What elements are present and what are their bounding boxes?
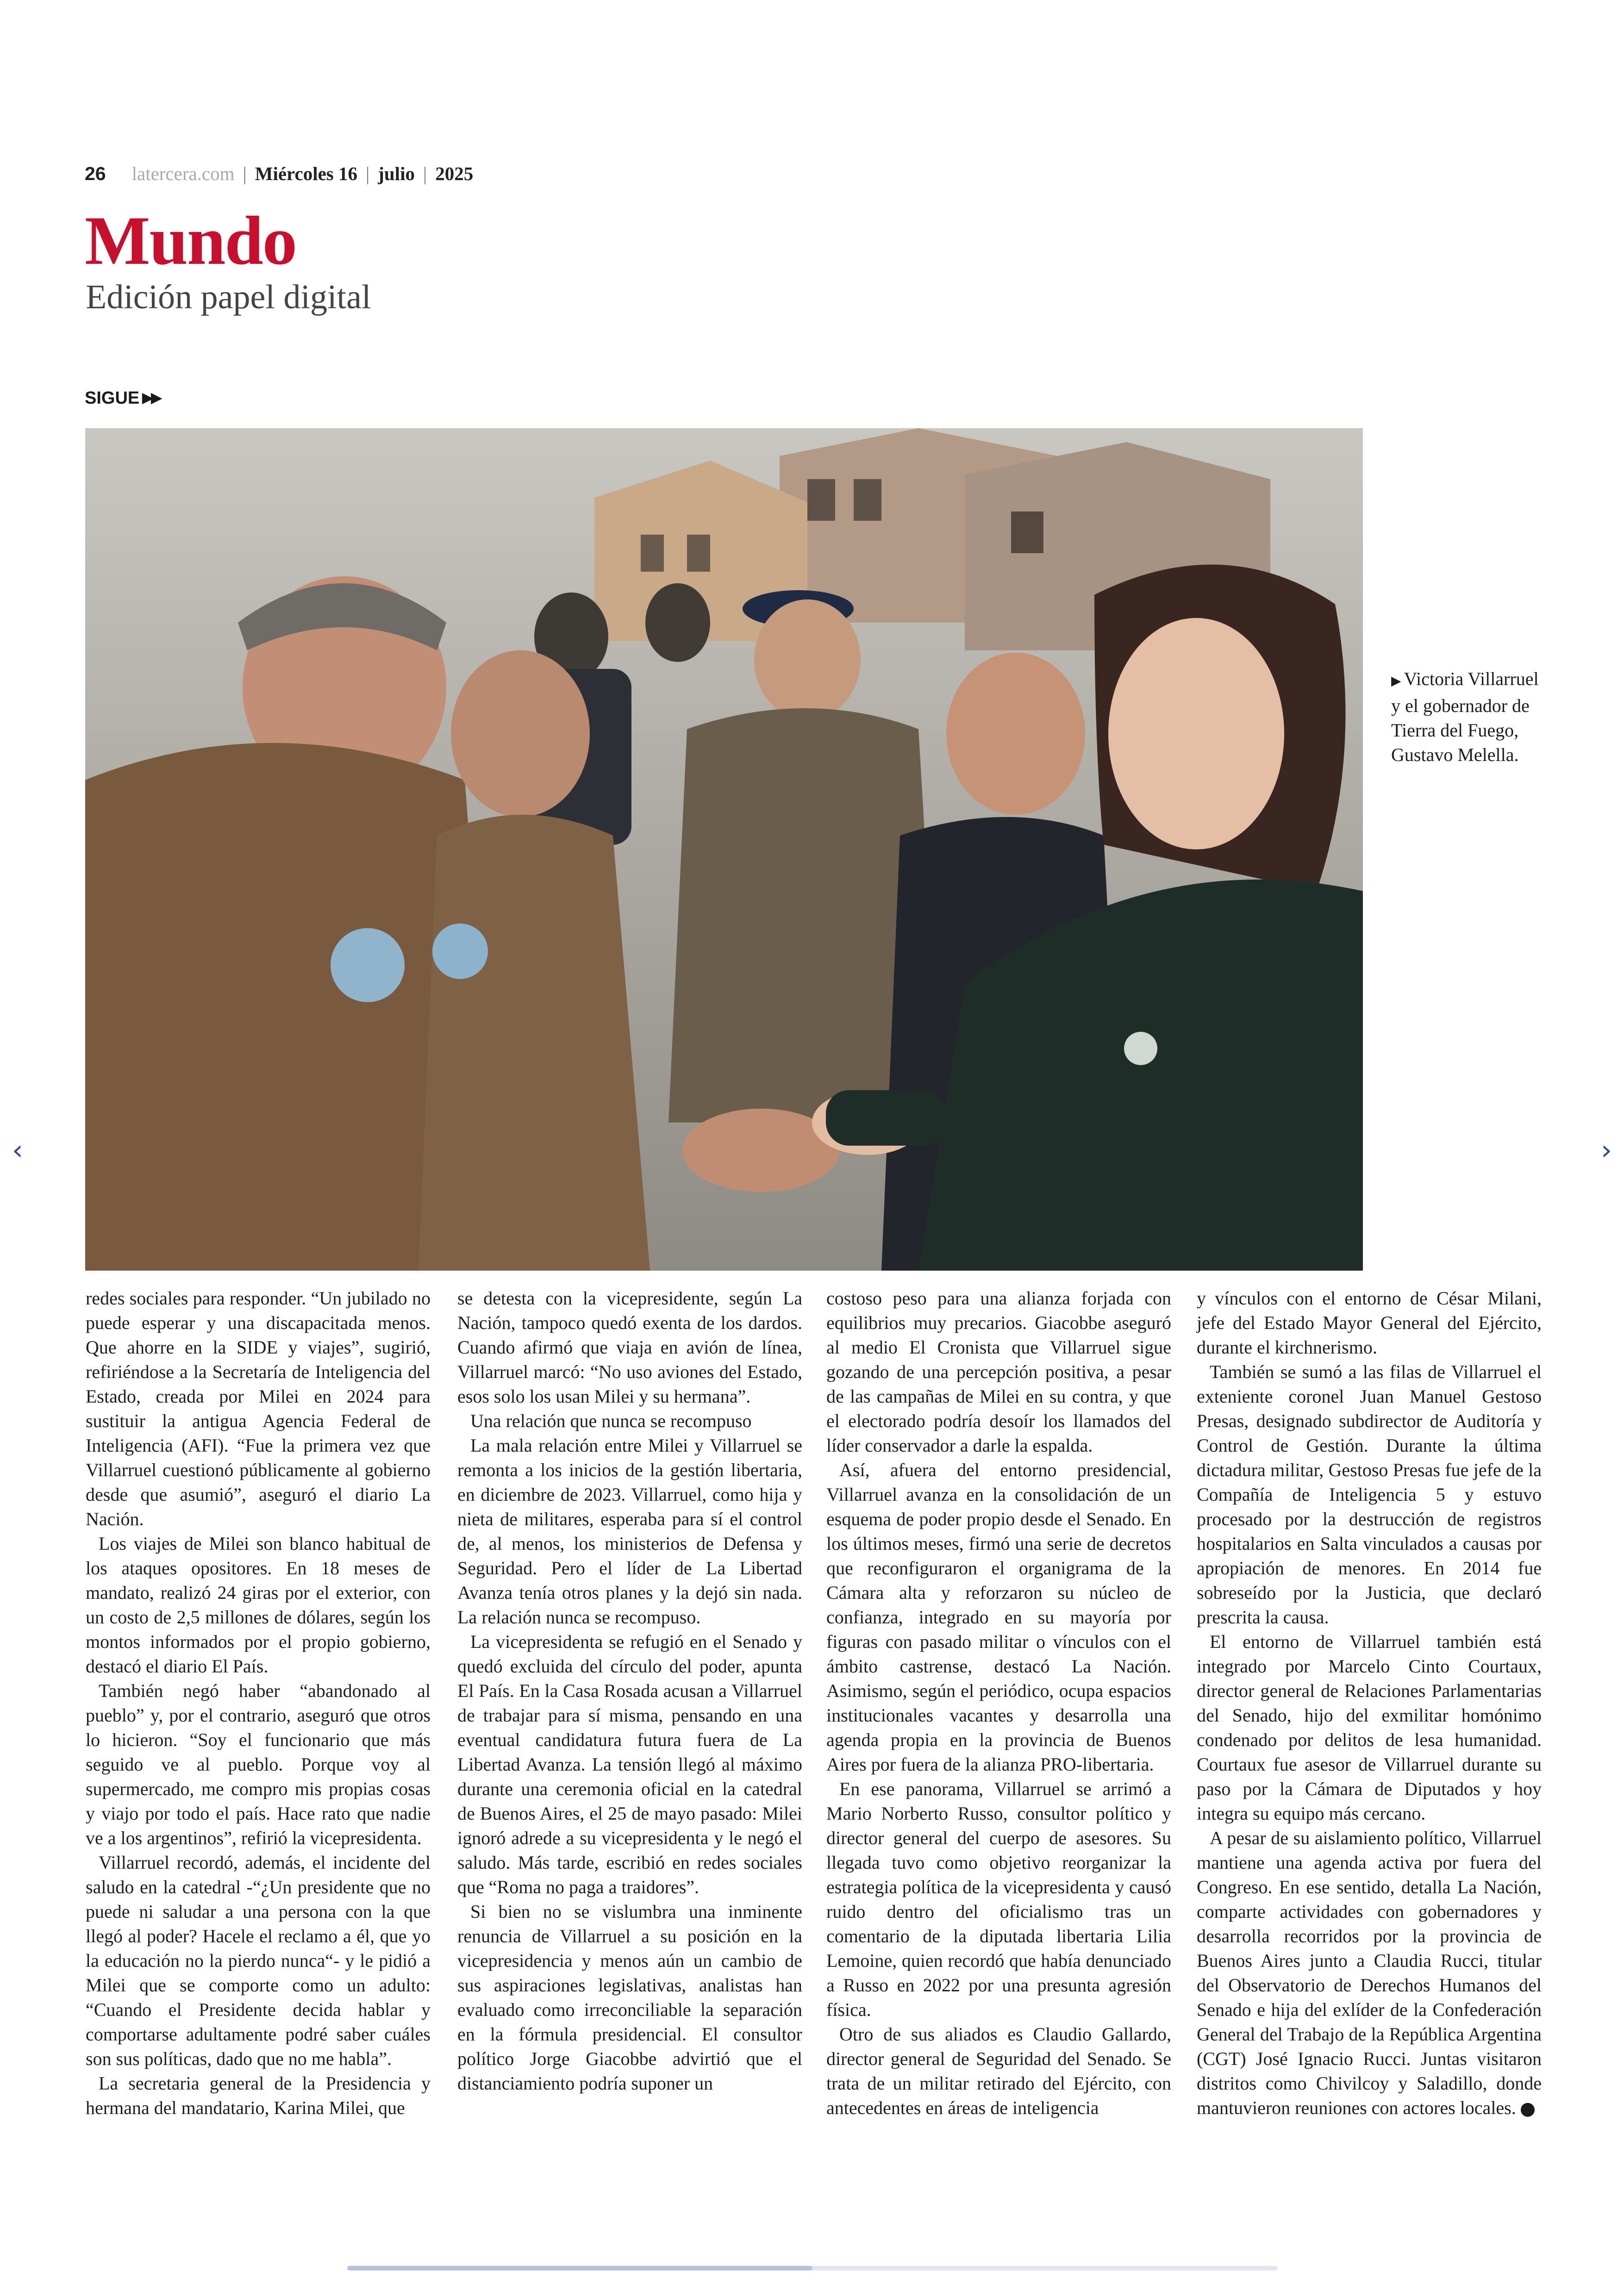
scroll-progress-fill [347, 2266, 812, 2270]
paragraph: La secretaria general de la Presidencia y hermana del mandatario, Karina Milei, que [86, 2073, 431, 2118]
paragraph: y vínculos con el entorno de César Milani, jefe del Estado Mayor General del Ejército, durante el kirchnerismo. [1197, 1288, 1542, 1358]
caption-text: Victoria Villarruel y el gobernador de Tierra del Fuego, Gustavo Melella. [1391, 668, 1539, 765]
paragraph: La vicepresidenta se refugió en el Senado y quedó excluida del círculo del poder, apunta El País. En la Casa Rosada acusan a Villarruel de trabajar para sí misma, pensando en una eventual candidatura futura fuera de La Libertad Avanza. La tensión llegó al máximo durante una ceremonia oficial en la catedral de Buenos Aires, el 25 de mayo pasado: Milei ignoró adrede a su vicepresidenta y le negó el saludo. Más tarde, escribió en redes sociales que “Roma no paga a traidores”. [457, 1631, 802, 1897]
paragraph: El entorno de Villarruel también está integrado por Marcelo Cinto Courtaux, director general de Relaciones Parlamentarias del Senado, hijo del exmilitar homónimo condenado por delitos de lesa humanidad. Courtaux fue asesor de Villarruel durante su paso por la Cámara de Diputados y hoy integra su equipo más cercano. [1197, 1631, 1542, 1824]
masthead-separator: | [243, 163, 247, 184]
paragraph-text: A pesar de su aislamiento político, Villarruel mantiene una agenda activa por fuera del Congreso. En ese sentido, detalla La Nación, comparte actividades con gobernadores y desarrolla recorridos por la provincia de Buenos Aires junto a Claudia Rucci, titular del Observatorio de Derechos Humanos del Senado e hija del exlíder de la Confederación General del Trabajo de la República Argentina (CGT) José Ignacio Rucci. Juntas visitaron distritos como Chivilcoy y Saladillo, donde mantuvieron reuniones con actores locales. [1197, 1827, 1542, 2118]
article-column-1 [86, 1286, 431, 2120]
continues-text: SIGUE [85, 388, 140, 408]
masthead [85, 160, 473, 187]
scroll-progress-bar[interactable] [347, 2266, 1278, 2270]
section-subtitle: Edición papel digital [86, 278, 371, 316]
caption-arrow-icon: ▶ [1391, 674, 1401, 688]
site-name: latercera.com [131, 163, 235, 184]
masthead-separator: | [423, 163, 427, 184]
paragraph: Los viajes de Milei son blanco habitual de los ataques opositores. En 18 meses de mandato, realizó 24 giras por el exterior, con un costo de 2,5 millones de dólares, según los montos informados por el propio gobierno, destacó el diario El País. [86, 1533, 431, 1677]
paragraph: se detesta con la vicepresidente, según La Nación, tampoco quedó exenta de los dardos. Cuando afirmó que viaja en avión de línea, Villarruel marcó: “No uso aviones del Estado, esos solo los usan Milei y su hermana”. [457, 1288, 802, 1407]
subheading: Una relación que nunca se recompuso [470, 1410, 752, 1431]
article-column-2 [457, 1286, 802, 2095]
paragraph: Villarruel recordó, además, el incidente del saludo en la catedral -“¿Un presidente que no puede ni saludar a una persona con la que llegó al poder? Hacele el reclamo a él, que yo la educación no la pierdo nunca“- y le pidió a Milei que se comporte como un adulto: “Cuando el Presidente decida hablar y comportarse adultamente podré saber cuáles son sus políticas, dado que no me habla”. [86, 1852, 431, 2069]
article-column-4 [1197, 1286, 1542, 2120]
paragraph: También negó haber “abandonado al pueblo” y, por el contrario, aseguró que otros lo hicieron. “Soy el funcionario que más seguido ve al pueblo. Porque voy al supermercado, me compro mis propias cosas y viajo por todo el país. Hace rato que nadie ve a los argentinos”, refirió la vicepresidenta. [86, 1680, 431, 1848]
chevron-left-icon: ‹ [12, 1134, 23, 1166]
date-weekday-day: Miércoles 16 [255, 163, 357, 184]
article-column-3 [826, 1286, 1171, 2120]
news-photo-illustration [85, 428, 1363, 1271]
news-photo [85, 428, 1363, 1271]
section-title: Mundo [85, 202, 296, 279]
chevron-right-icon: › [1601, 1134, 1612, 1166]
paragraph: costoso peso para una alianza forjada con equilibrios muy precarios. Giacobbe aseguró al medio El Cronista que Villarruel sigue gozando de una percepción positiva, a pesar de las campañas de Milei en su contra, y que el electorado podría desoír los llamados del líder conservador a darle la espalda. [826, 1288, 1171, 1456]
end-of-article-icon [1521, 2103, 1535, 2117]
paragraph: Otro de sus aliados es Claudio Gallardo, director general de Seguridad del Senado. Se trata de un militar retirado del Ejército, con antecedentes en áreas de inteligencia [826, 2024, 1171, 2118]
masthead-separator: | [366, 163, 370, 184]
paragraph: En ese panorama, Villarruel se arrimó a Mario Norberto Russo, consultor político y director general del cuerpo de asesores. Su llegada tuvo como objetivo reorganizar la estrategia política de la vicepresidenta y causó ruido dentro del oficialismo tras un comentario de la diputada libertaria Lilia Lemoine, quien recordó que había denunciado a Russo en 2022 por una presunta agresión física. [826, 1778, 1171, 2020]
paragraph [1197, 1826, 1542, 2120]
paragraph: Si bien no se vislumbra una inminente renuncia de Villarruel a su posición en la vicepresidencia y menos aún un cambio de sus aspiraciones legislativas, analistas han evaluado como irreconciliable la separación en la fórmula presidencial. El consultor político Jorge Giacobbe advirtió que el distanciamiento podría suponer un [457, 1901, 802, 2094]
prev-page-button[interactable] [4, 1132, 31, 1169]
continues-label [85, 387, 160, 410]
paragraph: La mala relación entre Milei y Villarruel se remonta a los inicios de la gestión libertaria, en diciembre de 2023. Villarruel, como hija y nieta de militares, esperaba para sí el control de, al menos, los ministerios de Defensa y Seguridad. Pero el líder de La Libertad Avanza tenía otros planes y la dejó sin nada. La relación nunca se recompuso. [457, 1435, 802, 1628]
paragraph: redes sociales para responder. “Un jubilado no puede esperar y una discapacitada menos. Que ahorre en la SIDE y viajes”, sugirió, refiriéndose a la Secretaría de Inteligencia del Estado, creada por Milei en 2024 para sustituir la antigua Agencia Federal de Inteligencia (AFI). “Fue la primera vez que Villarruel cuestionó públicamente al gobierno desde que asumió”, aseguró el diario La Nación. [86, 1288, 431, 1529]
date-year: 2025 [435, 163, 474, 184]
photo-caption [1391, 667, 1544, 767]
page-number: 26 [85, 162, 106, 184]
date-month: julio [378, 163, 415, 184]
double-triangle-right-icon: ▶▶ [142, 390, 160, 405]
paragraph: También se sumó a las filas de Villarruel el exteniente coronel Juan Manuel Gestoso Presas, designado subdirector de Auditoría y Control de Gestión. Durante la última dictadura militar, Gestoso Presas fue jefe de la Compañía de Inteligencia 5 y estuvo procesado por la destrucción de registros hospitalarios en Salta vinculados a causas por apropiación de menores. En 2014 fue sobreseído por la Justicia, que declaró prescrita la causa. [1197, 1361, 1542, 1628]
paragraph: Así, afuera del entorno presidencial, Villarruel avanza en la consolidación de un esquema de poder propio desde el Senado. En los últimos meses, firmó una serie de decretos que reconfiguraron el organigrama de la Cámara alta y reforzaron su núcleo de confianza, integrado en su mayoría por figuras con pasado militar o vínculos con el ámbito castrense, destacó La Nación. Asimismo, según el periódico, ocupa espacios institucionales vacantes y desarrolla una agenda propia en la provincia de Buenos Aires por fuera de la alianza PRO-libertaria. [826, 1459, 1171, 1775]
next-page-button[interactable] [1593, 1132, 1620, 1169]
